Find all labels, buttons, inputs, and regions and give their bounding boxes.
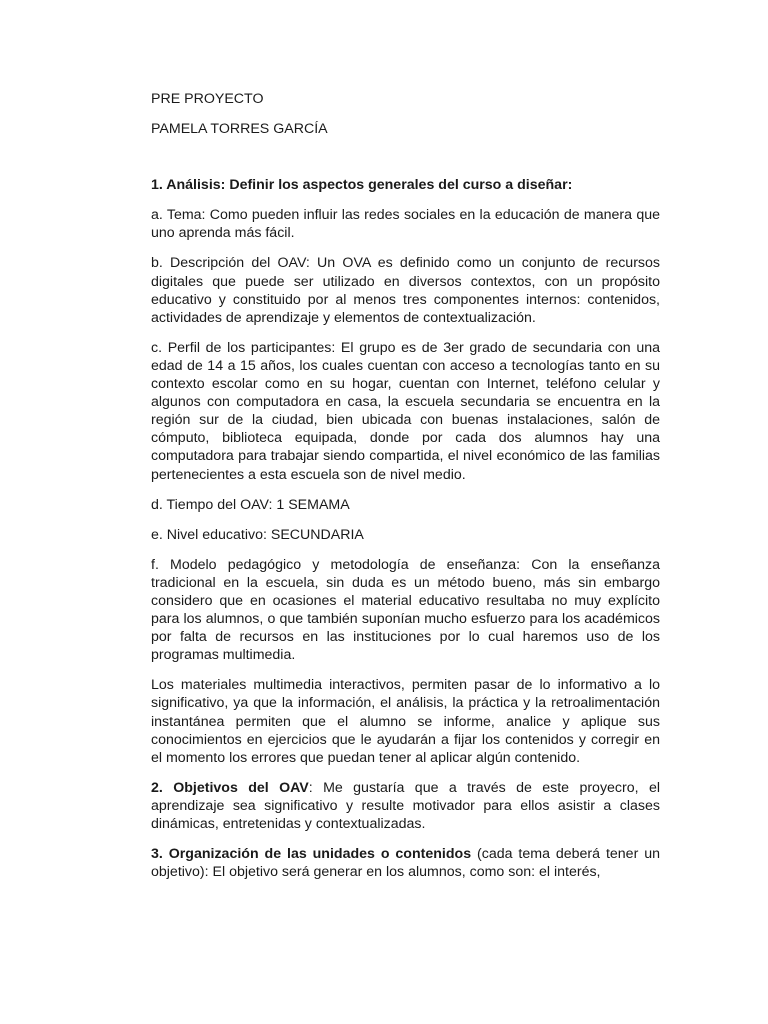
section-3-label: 3. Organización de las unidades o contenidos	[151, 846, 472, 863]
item-f-modelo: f. Modelo pedagógico y metodología de enseñanza: Con la enseñanza tradicional en la escuela, sin duda es un método bueno, más sin embargo considero que en ocasiones el material educativo resultaba no muy explícito para los alumnos, o que también suponían mucho esfuerzo para los académicos por falta de recursos en las instituciones por lo cual haremos uso de los programas multimedia.	[151, 556, 660, 664]
section-2-text: : Me gustaría que a través de este proyecro, el aprendizaje sea significativo y resulte motivador para ellos asistir a clases dinámicas, entretenidas y contextualizadas.	[151, 779, 660, 832]
section-3-organizacion	[151, 845, 660, 881]
item-d-tiempo: d. Tiempo del OAV: 1 SEMAMA	[151, 496, 350, 513]
item-c-perfil: c. Perfil de los participantes: El grupo es de 3er grado de secundaria con una edad de 14 a 15 años, los cuales cuentan con acceso a tecnologías tanto en su contexto escolar como en su hogar, cuentan con Internet, teléfono celular y algunos con computadora en casa, la escuela secundaria se encuentra en la región sur de la ciudad, bien ubicada con buenas instalaciones, salón de cómputo, biblioteca equipada, donde por cada dos alumnos hay una computadora para trabajar siendo compartida, el nivel económico de las familias pertenecientes a esta escuela son de nivel medio.	[151, 339, 660, 483]
item-e-nivel: e. Nivel educativo: SECUNDARIA	[151, 526, 364, 543]
item-a-tema: a. Tema: Como pueden influir las redes sociales en la educación de manera que uno aprenda más fácil.	[151, 207, 660, 242]
document-title: PRE PROYECTO	[151, 91, 264, 107]
section-3-text: (cada tema deberá tener un objetivo): El objetivo será generar en los alumnos, como son: el interés,	[151, 846, 660, 881]
paragraph-multimedia: Los materiales multimedia interactivos, permiten pasar de lo informativo a lo significativo, ya que la información, el análisis, la práctica y la retroalimentación instantánea permiten que el alumno se informe, analice y aplique sus conocimientos en ejercicios que le ayudarán a fijar los contenidos y corregir en el momento los errores que puedan tener al aplicar algún contenido.	[151, 677, 660, 766]
section-1-heading: 1. Análisis: Definir los aspectos generales del curso a diseñar:	[151, 177, 573, 194]
section-2-label: 2. Objetivos del OAV	[151, 779, 309, 796]
section-2-objetivos	[151, 779, 660, 833]
item-b-descripcion: b. Descripción del OAV: Un OVA es definido como un conjunto de recursos digitales que puede ser utilizado en diversos contextos, con un propósito educativo y constituido por al menos tres componentes internos: contenidos, actividades de aprendizaje y elementos de contextualización.	[151, 255, 660, 326]
document-body	[151, 90, 660, 893]
document-author: PAMELA TORRES GARCÍA	[151, 121, 328, 138]
